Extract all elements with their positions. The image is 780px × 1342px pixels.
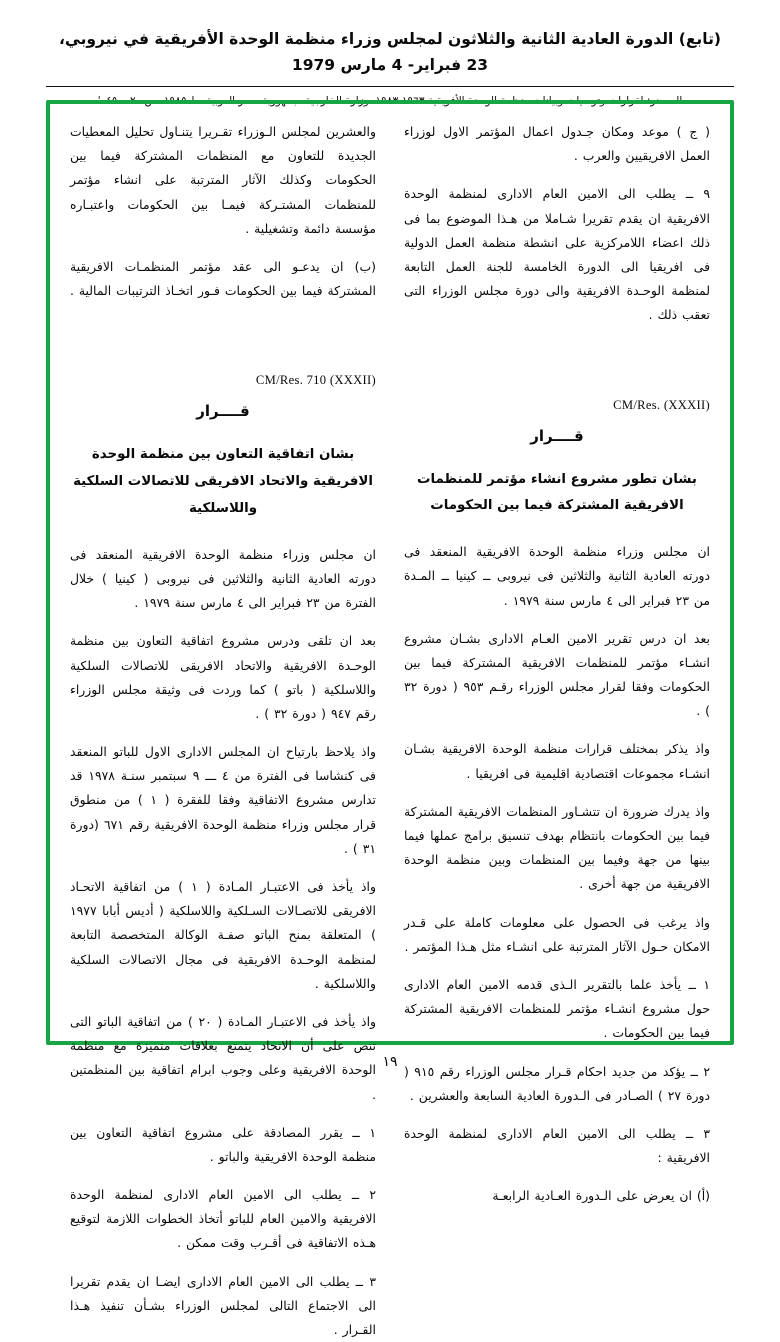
paragraph: واذ يذكر بمختلف قرارات منظمة الوحدة الافريقية بشـان انشـاء مجموعات اقتصادية اقليمية فى افريقيا . bbox=[404, 741, 710, 781]
paragraph: ٢ ــ يطلب الى الامين العام الادارى لمنظمة الوحدة الافريقية والامين العام للباتو أتخاذ الخطوات اللازمة لتوقيع هـذه الاتفاقية فى أقـرب وقت ممكن . bbox=[70, 1187, 376, 1251]
spacer bbox=[70, 317, 376, 343]
paragraph: ٩ ــ يطلب الى الامين العام الادارى لمنظمة الوحدة الافريقية ان يقدم تقريرا شـاملا من هـذا الموضوع بما فى ذلك اعضاء اللامركزية على انشطة منظمة العمل الدولية فى افريقيا الى الدورة الخامسة للجنة العمل التابعة لمنظمة الوحـدة الافريقية والى دورة مجلس الوزراء التى تعقب ذلك . bbox=[404, 186, 710, 323]
paragraph: ٢ ــ يؤكد من جديد احكام قـرار مجلس الوزراء رقم ٩١٥ ( دورة ٢٧ ) الصـادر فى الـدورة العادية السابعة والعشرين . bbox=[404, 1063, 710, 1103]
paragraph: ان مجلس وزراء منظمة الوحدة الافريقية المنعقد فى دورته العادية الثانية والثلاثين فى نيروبى ( كينيا ) خلال الفترة من ٢٣ فبراير الى ٤ مارس سنة ١٩٧٩ . bbox=[70, 546, 376, 611]
resolution-subject: بشان اتفاقية التعاون بين منظمة الوحدة الافريقية والاتحاد الافريقى للاتصالات السلكية واللاسلكية bbox=[73, 447, 373, 516]
paragraph: واذ يلاحظ بارتياح ان المجلس الادارى الاول للباتو المنعقد فى كنشاسا فى الفترة من ٤ ـــ ٩ سبتمبر سنـة ١٩٧٨ قد تدارس مشروع الاتفاقية وفقا للفقرة ( ١ ) من منطوق قرار مجلس وزراء منظمة الوحدة الافريقية رقم ٦٧١ (دورة ٣١ ) . bbox=[70, 744, 376, 856]
paragraph: واذ يأخذ فى الاعتبـار المـادة ( ٢٠ ) من اتفاقية الباتو التى تنص على أن الاتحاد يتمتع بعلاقات متميزة مع منظمة الوحدة الافريقية وعلى وجوب ابرام اتفاقية بين المنظمتين . bbox=[70, 1013, 377, 1102]
two-column-layout bbox=[50, 104, 730, 1337]
page-header bbox=[0, 0, 780, 109]
resolution-code: CM/Res. 710 (XXXII) bbox=[255, 373, 376, 388]
page-number: ١٩ bbox=[382, 1054, 398, 1070]
spacer bbox=[404, 342, 710, 368]
paragraph: بعد ان درس تقرير الامين العـام الادارى بشـان مشروع انشـاء مؤتمر للمنظمات الافريقية المشتركة فيما بين الحكومات وفقا لقرار مجلس الوزراء رقـم ٩٥٣ ( دورة ٣٢ ) . bbox=[404, 630, 710, 719]
content-frame bbox=[46, 100, 734, 1337]
paragraph: ان مجلس وزراء منظمة الوحدة الافريقية المنعقد فى دورته العادية الثانية والثلاثين فى نيروبى ــ كينيا ــ المـدة من ٢٣ فبراير الى ٤ مارس سنة ١٩٧٩ . bbox=[404, 544, 710, 608]
source-note: المصدر: لقرارات وتوصيات وبيانات منظمة الوحدة الأفريقية ١٩٦٣-١٩٨٣، وزارة الخارجية، جمهورية مصر العربية، ط ١٩٨٥، ص ٢٠ ـــ٤٥ه' bbox=[97, 94, 683, 107]
paragraph: ١ ــ يقرر المصادقة على مشروع اتفاقية التعاون بين منظمة الوحدة الافريقية والباتو . bbox=[70, 1124, 376, 1164]
column-left bbox=[70, 120, 377, 1337]
paragraph: ( ج ) موعد ومكان جـدول اعمال المؤتمر الاول لوزراء العمل الافريقيين والعرب . bbox=[404, 124, 710, 164]
paragraph: (أ) ان يعرض على الـدورة العـادية الرابعـة bbox=[492, 1188, 710, 1204]
paragraph: والعشرين لمجلس الـوزراء تقـريرا يتنـاول تحليل المعطيات الجديدة للتعاون مع المنظمات المشتركة فيما بين الحكومات وكذلك الآثار المترتبة على انشاء مؤتمر للمنظمات المشتـركة فيمـا بين الحكومات واعتبـاره مؤسسة دائمة وتشغيلية . bbox=[70, 124, 376, 236]
paragraph: ٣ ــ يطلب الى الامين العام الادارى لمنظمة الوحدة الافريقية : bbox=[404, 1125, 710, 1166]
column-right bbox=[404, 120, 710, 1204]
page-title: (تابع) الدورة العادية الثانية والثلاثون لمجلس وزراء منظمة الوحدة الأفريقية في نيروبي، 23 فبراير- 4 مارس 1979 bbox=[59, 30, 721, 75]
paragraph: بعد ان تلقى ودرس مشروع اتفاقية التعاون بين منظمة الوحـدة الافريقية والاتحاد الافريقى للاتصالات السلكية واللاسلكية ( باتو ) كما وردت فى وثيقة مجلس الوزراء رقم ٩٤٧ ( دورة ٣٢ ) . bbox=[70, 633, 376, 721]
resolution-heading: قــــرار bbox=[196, 402, 250, 421]
paragraph: ٣ ــ يطلب الى الامين العام الادارى ايضـا ان يقدم تقريرا الى الاجتماع التالى لمجلس الوزراء بشـأن تنفيذ هـذا القـرار . bbox=[70, 1273, 376, 1337]
paragraph: واذ يأخذ فى الاعتبـار المـادة ( ١ ) من اتفاقية الاتحـاد الافريقى للاتصـالات السـلكية واللاسلكية ( أديس أبابا ١٩٧٧ ) المتعلقة بمنح الباتو صفـة الوكالة المتخصصة التابعة لمنظمة الوحـدة الافريقية فى مجال الاتصالات السلكية واللاسلكية . bbox=[70, 879, 376, 991]
paragraph: (ب) ان يدعـو الى عقد مؤتمر المنظمـات الافريقية المشتركة فيما بين الحكومات فـور اتخـاذ الترتيبات المالية . bbox=[70, 258, 376, 299]
paragraph: ١ ــ يأخذ علما بالتقرير الـذى قدمه الامين العام الادارى حول مشروع انشـاء مؤتمر للمنظمات الافريقية المشتركة فيما بين الحكومات . bbox=[404, 976, 710, 1041]
resolution-subject: بشان تطور مشروع انشاء مؤتمر للمنظمات الافريقية المشتركة فيما بين الحكومات bbox=[417, 471, 697, 514]
header-divider bbox=[46, 86, 734, 87]
resolution-heading: قــــرار bbox=[530, 426, 584, 445]
resolution-code: CM/Res. (XXXII) bbox=[613, 397, 710, 412]
paragraph: واذ يرغب فى الحصول على معلومات كاملة على قـدر الامكان حـول الآثار المترتبة على انشـاء مثل هـذا المؤتمر . bbox=[404, 914, 710, 954]
paragraph: واذ يدرك ضرورة ان تتشـاور المنظمات الافريقية المشتركة فيما بين الحكومات بانتظام بهدف تنسيق برامج عملها فيما بينها من جهة وفيما بين المنظمات وبين منظمة الوحدة الافريقية من جهة أخرى . bbox=[404, 803, 710, 892]
